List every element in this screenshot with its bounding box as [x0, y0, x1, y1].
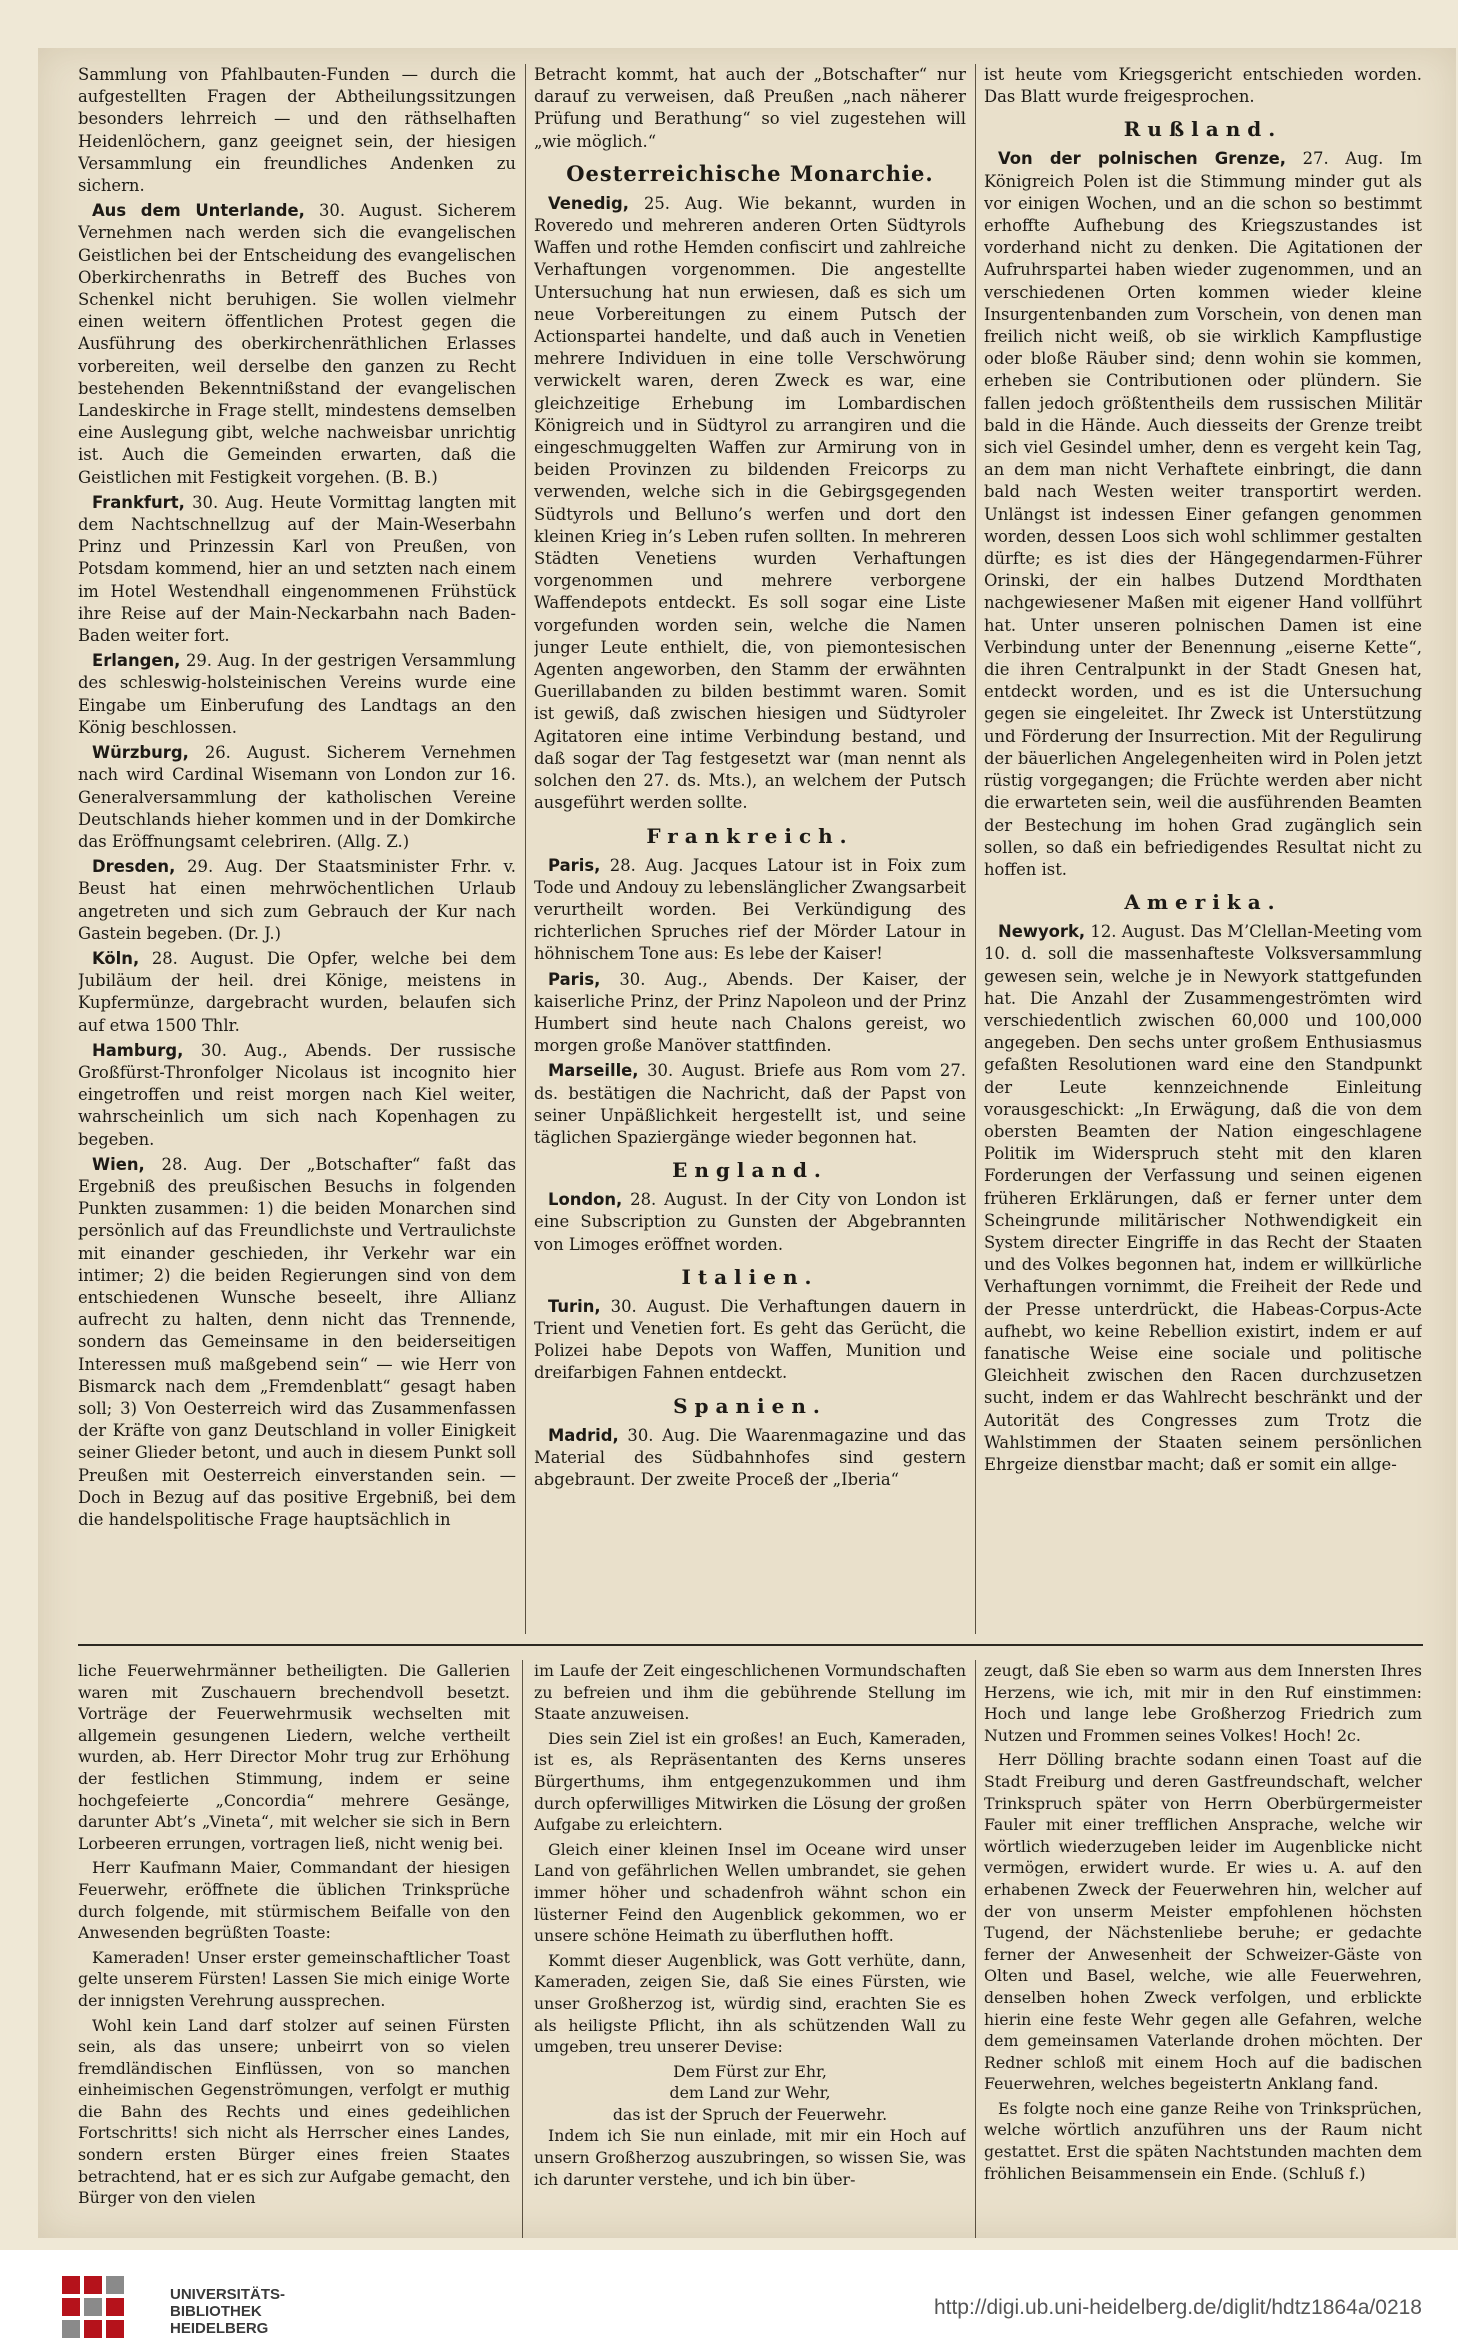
- news-item: [78, 650, 516, 739]
- news-item-text: 28. August. Die Opfer, welche bei dem Jubiläum der heil. drei Könige, meistens in Kupfermünze, dargebracht wurden, belaufen sich auf etwa 1500 Thlr.: [78, 948, 516, 1035]
- news-item: [534, 1296, 966, 1385]
- continued-text: Betracht kommt, hat auch der „Botschafter“ nur darauf zu verweisen, daß Preußen „nach näherer Prüfung und Berathung“ so viel zugestehen will „wie möglich.“: [534, 65, 966, 151]
- feuilleton-column-2: [534, 1660, 966, 2238]
- news-item: [534, 1425, 966, 1492]
- paragraph: Indem ich Sie nun einlade, mit mir ein Hoch auf unsern Großherzog auszubringen, so wissen Sie, was ich darunter verstehe, und ich bin über-: [534, 2126, 966, 2189]
- news-item-text: 28. Aug. Der „Botschafter“ faßt das Ergebniß des preußischen Besuchs in folgenden Punkten zusammen: 1) die beiden Monarchen sind persönlich auf das Freundlichste und Vertraulichste mit einander geschieden, ihr Verkehr war ein intimer; 2) die beiden Regierungen sind von dem entschiedenen Wunsche beseelt, ihre Allianz aufrecht zu halten, denn nicht das Trennende, sondern das Gemeinsame in den beiderseitigen Interessen muß maßgebend sein“ — wie Herr von Bismarck nach dem „Fremdenblatt“ gesagt haben soll; 3) Von Oesterreich wird das Zusammenfassen der Kräfte von ganz Deutschland in voller Einigkeit seiner Glieder betont, und auch in diesem Punkt soll Preußen mit Oesterreich einverstanden sein. — Doch in Bezug auf das positive Ergebniß, bei dem die handelspolitische Frage hauptsächlich in: [78, 1154, 516, 1529]
- news-item-text: 27. Aug. Im Königreich Polen ist die Stimmung minder gut als vor einigen Wochen, und an die schon so bestimmt erhoffte Aufhebung des Kriegszustandes ist vorderhand nicht zu denken. Die Agitationen der Aufruhrspartei haben wieder zugenommen, und an verschiedenen Orten kommen wieder kleine Insurgentenbanden zum Vorschein, von denen man freilich nicht weiß, ob sie wirklich Kampflustige oder bloße Räuber sind; denn wohin sie kommen, erheben sie Contributionen oder plündern. Sie fallen jedoch größtentheils dem russischen Militär bald in die Hände. Auch diesseits der Grenze treibt sich viel Gesindel umher, denn es vergeht kein Tag, an dem man nicht Verhaftete einbringt, die dann bald nach Westen weiter transportirt werden. Unlängst ist indessen Einer gefangen genommen worden, dessen Loos sich wohl schlimmer gestalten dürfte; es ist dies der Hängegendarmen-Führer Orinski, der ein halbes Dutzend Mordthaten nachgewiesener Maßen mit eigener Hand vollführt hat. Unter unseren polnischen Damen ist eine Verbindung unter der Benennung „eiserne Kette“, die ihren Centralpunkt in der Stadt Gnesen hat, entdeckt worden, und es ist die Untersuchung gegen sie eingeleitet. Ihr Zweck ist Unterstützung und Förderung der Insurrection. Mit der Regulirung der bäuerlichen Angelegenheiten wird in Polen jetzt rüstig vorgegangen; die Früchte werden aber nicht die erwarteten sein, weil die ausführenden Beamten der Bestechung im hohen Grad zugänglich sein sollen, so daß ein befriedigendes Resultat nicht zu hoffen ist.: [984, 149, 1422, 879]
- logo-square-icon: [62, 2298, 80, 2316]
- news-item: [984, 921, 1422, 1476]
- verse-line: dem Land zur Wehr,: [669, 2083, 831, 2103]
- paragraph: Herr Kaufmann Maier, Commandant der hiesigen Feuerwehr, eröffnete die üblichen Trinksprüche durch folgende, mit stürmischem Beifalle von den Anwesenden begrüßten Toaste:: [78, 1858, 510, 1943]
- news-item-text: 25. Aug. Wie bekannt, wurden in Roveredo und mehreren anderen Orten Südtyrols Waffen und rothe Hemden confiscirt und zahlreiche Verhaftungen vorgenommen. Die angestellte Untersuchung hat nun erwiesen, daß es sich um neue Vorbereitungen zu einem Putsch der Actionspartei handelte, und daß auch in Venetien mehrere Individuen in eine tolle Verschwörung verwickelt waren, deren Zweck es war, eine gleichzeitige Erhebung im Lombardischen Königreich und in Südtyrol zu arrangiren und die eingeschmuggelten Waffen zur Armirung von in beiden Provinzen zu bildenden Freicorps zu verwenden, welche sich in die Gebirgsgegenden Südtyrols und Belluno’s werfen und dort den kleinen Krieg in’s Leben rufen sollten. In mehreren Städten Venetiens wurden Verhaftungen vorgenommen und mehrere verborgene Waffendepots entdeckt. Es soll sogar eine Liste vorgefunden worden sein, welche die Namen junger Leute enthielt, die, von piemontesischen Agenten angeworben, den Stamm der erwähnten Guerillabanden zu bilden bestimmt waren. Somit ist gewiß, daß zwischen hiesigen und Südtyroler Agitatoren eine intime Verbindung bestand, und daß sogar der Tag festgesetzt war (man nennt als solchen den 27. ds. Mts.), an welchem der Putsch ausgeführt werden sollte.: [534, 193, 966, 813]
- dateline-place: Frankfurt,: [92, 492, 185, 512]
- news-item: [78, 492, 516, 647]
- paragraph: Wohl kein Land darf stolzer auf seinen Fürsten sein, als das unsere; unbeirrt von so vielen fremdländischen Einflüssen, von so manchen einheimischen Gegenströmungen, verfolgt er muthig die Bahn des Rechts und eines gedeihlichen Fortschritts! sich nicht als Herrscher eines Landes, sondern ersten Bürger eines freien Staates betrachtend, hat er es sich zur Aufgabe gemacht, den Bürger von den vielen: [78, 2015, 510, 2208]
- news-item-text: 28. August. In der City von London ist eine Subscription zu Gunsten der Abgebrannten von Limoges eröffnet worden.: [534, 1190, 966, 1254]
- section-heading: Rußland.: [1123, 117, 1283, 142]
- news-item: [78, 200, 516, 489]
- news-item-text: 30. August. Die Verhaftungen dauern in Trient und Venetien fort. Es geht das Gerücht, die Polizei habe Depots von Waffen, Munition und dreifarbigen Fahnen entdeckt.: [534, 1296, 966, 1383]
- news-item: [78, 1154, 516, 1531]
- dateline-place: Turin,: [548, 1296, 601, 1316]
- news-item-text: 30. August. Sicherem Vernehmen nach werden sich die evangelischen Geistlichen bei der Entscheidung des evangelischen Oberkirchenraths in Betreff des Buches von Schenkel nicht beruhigen. Sie wollen vielmehr einen weitern öffentlichen Protest gegen die Ausführung des oberkirchenräthlichen Erlasses vorbereiten, weil derselbe den ganzen zu Recht bestehenden Bekenntnißstand der evangelischen Landeskirche in Frage stellt, mindestens demselben eine Auslegung gibt, welche nachweisbar unrichtig ist. Auch die Gemeinden erwarten, daß die Geistlichen mit Festigkeit vorgehen. (B. B.): [78, 201, 516, 487]
- logo-square-icon: [84, 2320, 102, 2338]
- paragraph: Dies sein Ziel ist ein großes! an Euch, Kameraden, ist es, als Repräsentanten des Kerns unseres Bürgerthums, ihm entgegenzukommen und ihm durch opferwilliges Mitwirken die Lösung der großen Aufgabe zu erleichtern.: [534, 1728, 966, 1835]
- dateline-place: Madrid,: [548, 1425, 619, 1445]
- news-item: [534, 969, 966, 1058]
- newspaper-page: [38, 48, 1456, 2238]
- dateline-place: Aus dem Unterlande,: [92, 201, 305, 221]
- dateline-place: Paris,: [548, 855, 601, 875]
- dateline-place: Dresden,: [92, 857, 176, 877]
- verse-line: das ist der Spruch der Feuerwehr.: [612, 2104, 888, 2124]
- news-item: [78, 742, 516, 853]
- news-item: [534, 1060, 966, 1149]
- logo-square-icon: [106, 2276, 124, 2294]
- news-item: [534, 193, 966, 815]
- dateline-place: Venedig,: [548, 193, 630, 213]
- continued-text: ist heute vom Kriegsgericht entschieden worden. Das Blatt wurde freigesprochen.: [984, 65, 1422, 107]
- column-rule: [525, 64, 526, 1634]
- section-heading: Italien.: [681, 1264, 819, 1289]
- news-item-text: 30. Aug., Abends. Der Kaiser, der kaiserliche Prinz, der Prinz Napoleon und der Prinz Humbert sind heute nach Chalons gereist, wo morgen große Manöver stattfinden.: [534, 969, 966, 1056]
- news-item-text: 30. August. Briefe aus Rom vom 27. ds. bestätigen die Nachricht, daß der Papst von seiner Unpäßlichkeit hergestellt ist, und seine täglichen Spaziergänge wieder begonnen hat.: [534, 1061, 966, 1147]
- section-heading: Oesterreichische Monarchie.: [566, 160, 934, 186]
- news-item-text: 12. August. Das M’Clellan-Meeting vom 10. d. soll die massenhafteste Volksversammlung gewesen sein, welche je in Newyork stattgefunden hat. Die Anzahl der Zusammengeströmten wird verschiedentlich zwischen 60,000 und 100,000 angegeben. Den sechs unter großem Enthusiasmus gefaßten Resolutionen ward eine den Standpunkt der Leute kennzeichnende Einleitung vorausgeschickt: „In Erwägung, daß die von dem obersten Beamten der Nation eingeschlagene Politik im Widerspruch steht mit den klaren Forderungen der Verfassung und seinen eigenen früheren Erklärungen, daß er ferner unter dem Scheingrunde militärischer Nothwendigkeit ein System directer Eingriffe in das Recht der Staaten und des Volkes begonnen hat, indem er willkürliche Verhaftungen vornimmt, die Freiheit der Rede und der Presse unterdrückt, die Habeas-Corpus-Acte aufhebt, wo keine Rebellion existirt, indem er auf fanatische Weise eine sociale und politische Gleichheit zwischen den Racen durchzusetzen sucht, indem er das Wahlrecht beschränkt und der Autorität des Congresses zum Trotz die Wahlstimmen der Staaten seinem persönlichen Ehrgeize dienstbar macht; daß er somit ein allge-: [984, 922, 1422, 1474]
- section-heading: Spanien.: [673, 1393, 827, 1418]
- feuilleton-column-1: [78, 1660, 510, 2238]
- paragraph: Kommt dieser Augenblick, was Gott verhüte, dann, Kameraden, zeigen Sie, daß Sie eines Fürsten, wie unser Großherzog ist, würdig sind, erachten Sie es als heiligste Pflicht, ihn als schützenden Wall zu umgeben, treu unserer Devise:: [534, 1950, 966, 2057]
- library-name: [170, 2286, 285, 2337]
- paragraph: Herr Dölling brachte sodann einen Toast auf die Stadt Freiburg und deren Gastfreundschaft, welcher Trinkspruch später von Herrn Oberbürgermeister Fauler mit einer trefflichen Ansprache, welche wir wörtlich wiederzugeben leider im Augenblicke nicht vermögen, erwidert wurde. Er wies u. A. auf den erhabenen Zweck der Feuerwehren hin, welcher auf der von unserm Meister empfohlenen höchsten Tugend, der Nächstenliebe beruhe; er gedachte ferner der Anwesenheit der Schweizer-Gäste von Olten und Basel, welche, wie alle Feuerwehren, denselben hohen Zweck verfolgen, und erblickte hierin eine feste Wehr gegen alle Gefahren, welche dem gemeinsamen Vaterlande drohen möchten. Der Redner schloß mit einem Hoch auf die badischen Feuerwehren, welches begeistertn Anklang fand.: [984, 1750, 1422, 2094]
- news-item-text: 26. August. Sicherem Vernehmen nach wird Cardinal Wisemann von London zur 16. Generalversammlung der katholischen Vereine Deutschlands hieher kommen und in der Domkirche das Eröffnungsamt celebriren. (Allg. Z.): [78, 743, 516, 851]
- logo-square-icon: [84, 2276, 102, 2294]
- news-item-text: 29. Aug. Der Staatsminister Frhr. v. Beust hat einen mehrwöchentlichen Urlaub angetreten und sich zum Gebrauch der Kur nach Gastein begeben. (Dr. J.): [78, 857, 516, 943]
- news-item-text: 30. Aug. Heute Vormittag langten mit dem Nachtschnellzug auf der Main-Weserbahn Prinz und Prinzessin Karl von Preußen, von Potsdam kommend, hier an und setzten nach einem im Hotel Westendhall eingenommenen Frühstück ihre Reise auf der Main-Neckarbahn nach Baden-Baden weiter fort.: [78, 492, 516, 646]
- news-item: [534, 1189, 966, 1256]
- dateline-place: Von der polnischen Grenze,: [998, 149, 1286, 169]
- column-3: [984, 64, 1422, 1634]
- paragraph: Es folgte noch eine ganze Reihe von Trinksprüchen, welche wörtlich anzuführen uns der Raum nicht gestattet. Erst die späten Nachtstunden machten dem fröhlichen Beisammensein ein Ende. (Schluß f.): [984, 2098, 1422, 2183]
- column-2: [534, 64, 966, 1634]
- dateline-place: Würzburg,: [92, 743, 189, 763]
- column-rule: [975, 1660, 976, 2238]
- column-rule: [975, 64, 976, 1634]
- library-logo[interactable]: [54, 2258, 286, 2344]
- column-1: [78, 64, 516, 1634]
- news-item: [534, 855, 966, 966]
- verse-line: Dem Fürst zur Ehr,: [673, 2061, 827, 2081]
- continued-text: Sammlung von Pfahlbauten-Funden — durch die aufgestellten Fragen der Abtheilungssitzungen besonders lehrreich — und den räthselhaften Heidenlöchern, ganz geeignet sein, der hiesigen Versammlung ein freundliches Andenken zu sichern.: [78, 65, 516, 196]
- library-name-line: UNIVERSITÄTS-: [170, 2286, 286, 2303]
- logo-square-icon: [62, 2320, 80, 2338]
- news-item-text: 30. Aug., Abends. Der russische Großfürst-Thronfolger Nicolaus ist incognito hier eingetroffen und reist morgen nach Kiel weiter, wahrscheinlich um sich nach Kopenhagen zu begeben.: [78, 1040, 516, 1149]
- news-item-text: 29. Aug. In der gestrigen Versammlung des schleswig-holsteinischen Vereins wurde eine Eingabe um Einberufung des Landtags an den König beschlossen.: [78, 651, 516, 737]
- dateline-place: Köln,: [92, 948, 140, 968]
- continued-text: liche Feuerwehrmänner betheiligten. Die Gallerien waren mit Zuschauern brechendvoll besetzt. Vorträge der Feuerwehrmusik wechselten mit allgemein gesungenen Liedern, welche vertheilt wurden, ab. Herr Director Mohr trug zur Erhöhung der festlichen Stimmung, indem er seine hochgefeierte „Concordia“ mehrere Gesänge, darunter Abt’s „Vineta“, mit welcher sie sich in Bern Lorbeeren errungen, vortragen ließ, nicht wenig bei.: [78, 1661, 510, 1853]
- logo-square-icon: [106, 2298, 124, 2316]
- paragraph: Gleich einer kleinen Insel im Oceane wird unser Land von gefährlichen Wellen umbrandet, sie gehen immer höher und schadenfroh wähnt schon ein lüsterner Feind den Augenblick gekommen, wo er unsere schöne Heimath zu überfluthen hofft.: [534, 1839, 966, 1946]
- news-item-text: 28. Aug. Jacques Latour ist in Foix zum Tode und Andouy zu lebenslänglicher Zwangsarbeit verurtheilt worden. Bei Verkündigung des richterlichen Spruches rief der Mörder Latour in höhnischem Tone aus: Es lebe der Kaiser!: [534, 855, 966, 964]
- dateline-place: Paris,: [548, 969, 601, 989]
- news-item: [78, 1040, 516, 1151]
- section-heading: England.: [672, 1158, 828, 1183]
- news-item-text: 30. Aug. Die Waarenmagazine und das Material des Südbahnhofes sind gestern abgebraunt. Der zweite Proceß der „Iberia“: [534, 1425, 966, 1489]
- dateline-place: Hamburg,: [92, 1040, 184, 1060]
- feuilleton-section: [78, 1644, 1423, 2238]
- dateline-place: Erlangen,: [92, 651, 181, 671]
- dateline-place: Wien,: [92, 1154, 145, 1174]
- news-item: [984, 148, 1422, 881]
- section-heading: Amerika.: [1124, 890, 1282, 915]
- dateline-place: Newyork,: [998, 922, 1086, 942]
- logo-square-icon: [84, 2298, 102, 2316]
- column-rule: [522, 1660, 523, 2238]
- news-item: [78, 856, 516, 945]
- permalink-url[interactable]: http://digi.ub.uni-heidelberg.de/diglit/hdtz1864a/0218: [933, 2296, 1422, 2319]
- dateline-place: Marseille,: [548, 1061, 639, 1081]
- dateline-place: London,: [548, 1190, 623, 1210]
- paragraph: Kameraden! Unser erster gemeinschaftlicher Toast gelte unserem Fürsten! Lassen Sie mich einige Worte der innigsten Verehrung aussprechen.: [78, 1947, 510, 2010]
- continued-text: zeugt, daß Sie eben so warm aus dem Innersten Ihres Herzens, wie ich, mit mir in den Ruf einstimmen: Hoch und lange lebe Großherzog Friedrich zum Nutzen und Frommen seines Volkes! Hoch! 2c.: [984, 1661, 1422, 1745]
- viewer-footer: [0, 2250, 1458, 2351]
- news-section: [78, 64, 1423, 1634]
- section-heading: Frankreich.: [646, 823, 854, 848]
- library-name-line: BIBLIOTHEK: [170, 2303, 262, 2320]
- logo-square-icon: [106, 2320, 124, 2338]
- feuilleton-column-3: [984, 1660, 1422, 2238]
- news-item: [78, 948, 516, 1037]
- library-name-line: HEIDELBERG: [170, 2320, 269, 2337]
- logo-square-icon: [62, 2276, 80, 2294]
- continued-text: im Laufe der Zeit eingeschlichenen Vormundschaften zu befreien und ihm die gebührende Stellung im Staate anzuweisen.: [534, 1661, 966, 1724]
